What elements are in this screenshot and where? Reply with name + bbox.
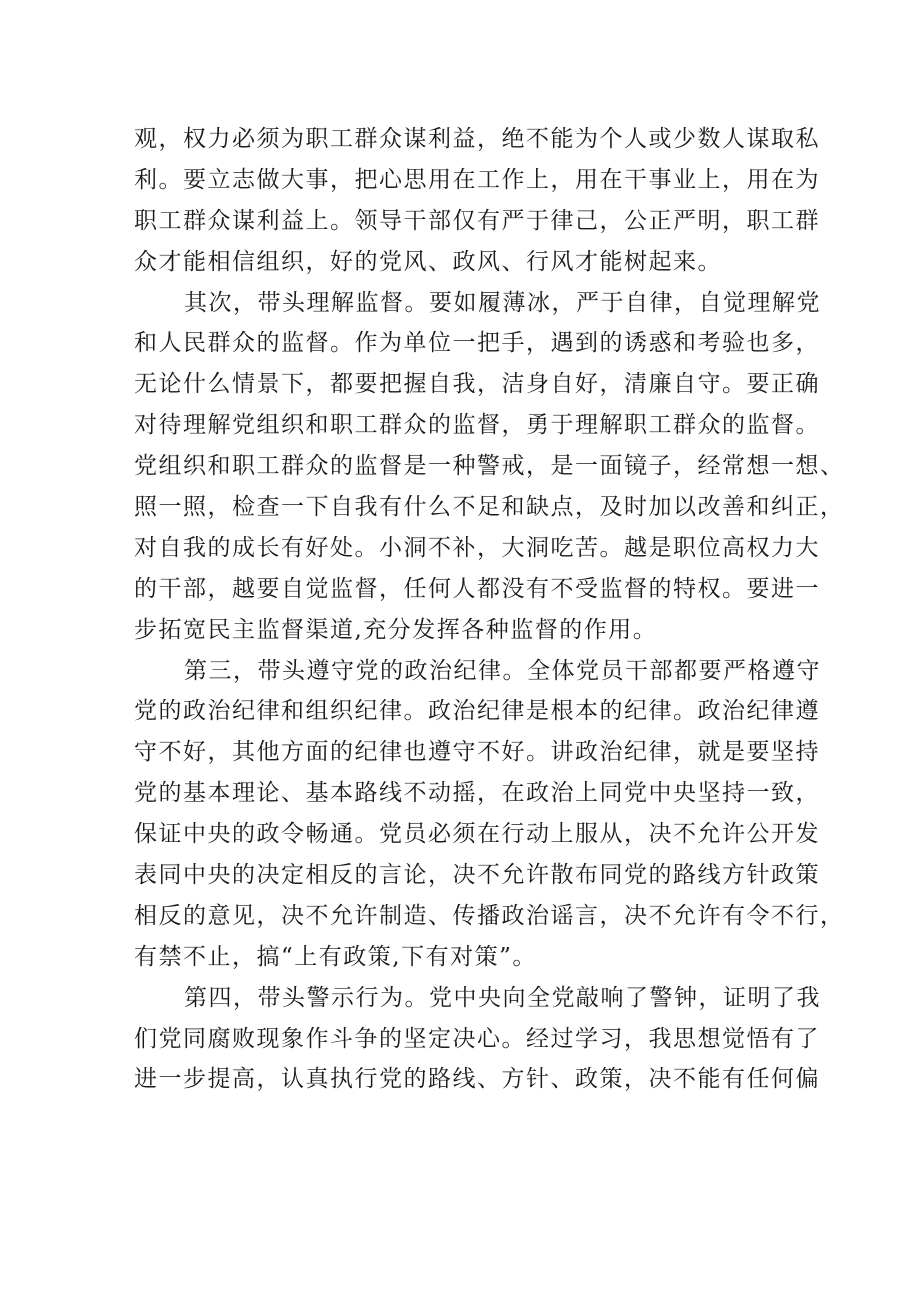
text-line: 相反的意见，决不允许制造、传播政治谣言，决不允许有令不行， [134, 902, 845, 929]
text-line: 们党同腐败现象作斗争的坚定决心。经过学习，我思想觉悟有了 [134, 1025, 820, 1052]
text-line: 进一步提高，认真执行党的路线、方针、政策，决不能有任何偏 [134, 1066, 820, 1093]
paragraph-4 [134, 978, 821, 1101]
text-line: 步拓宽民主监督渠道,充分发挥各种监督的作用。 [134, 616, 658, 643]
text-line: 和人民群众的监督。作为单位一把手，遇到的诱惑和考验也多， [134, 330, 820, 357]
text-line: 的干部，越要自觉监督，任何人都没有不受监督的特权。要进一 [134, 575, 820, 602]
text-line: 党的基本理论、基本路线不动摇，在政治上同党中央坚持一致， [134, 780, 820, 807]
text-line: 对待理解党组织和职工群众的监督，勇于理解职工群众的监督。 [134, 412, 820, 439]
text-line: 第三，带头遵守党的政治纪律。全体党员干部都要严格遵守 [184, 657, 821, 684]
text-line: 无论什么情景下，都要把握自我，洁身自好，清廉自守。要正确 [134, 371, 820, 398]
text-line: 众才能相信组织，好的党风、政风、行风才能树起来。 [134, 248, 722, 275]
text-line: 其次，带头理解监督。要如履薄冰，严于自律，自觉理解党 [184, 289, 821, 316]
text-line: 利。要立志做大事，把心思用在工作上，用在干事业上，用在为 [134, 166, 820, 193]
text-line: 职工群众谋利益上。领导干部仅有严于律己，公正严明，职工群 [134, 207, 820, 234]
text-line: 保证中央的政令畅通。党员必须在行动上服从，决不允许公开发 [134, 821, 820, 848]
document-body [134, 119, 845, 1100]
text-line: 对自我的成长有好处。小洞不补，大洞吃苦。越是职位高权力大 [134, 534, 820, 561]
text-line: 第四，带头警示行为。党中央向全党敲响了警钟，证明了我 [184, 984, 821, 1011]
paragraph-2 [134, 283, 845, 651]
text-line: 有禁不止，搞“上有政策,下有对策”。 [134, 943, 537, 970]
text-line: 照一照，检查一下自我有什么不足和缺点，及时加以改善和纠正， [134, 494, 845, 521]
text-line: 党的政治纪律和组织纪律。政治纪律是根本的纪律。政治纪律遵 [134, 698, 820, 725]
paragraph-3 [134, 651, 845, 978]
text-line: 守不好，其他方面的纪律也遵守不好。讲政治纪律，就是要坚持 [134, 739, 820, 766]
text-line: 观，权力必须为职工群众谋利益，绝不能为个人或少数人谋取私 [134, 126, 820, 152]
text-line: 表同中央的决定相反的言论，决不允许散布同党的路线方针政策 [134, 862, 820, 889]
text-line: 党组织和职工群众的监督是一种警戒，是一面镜子，经常想一想、 [134, 453, 845, 480]
paragraph-1 [134, 119, 820, 283]
